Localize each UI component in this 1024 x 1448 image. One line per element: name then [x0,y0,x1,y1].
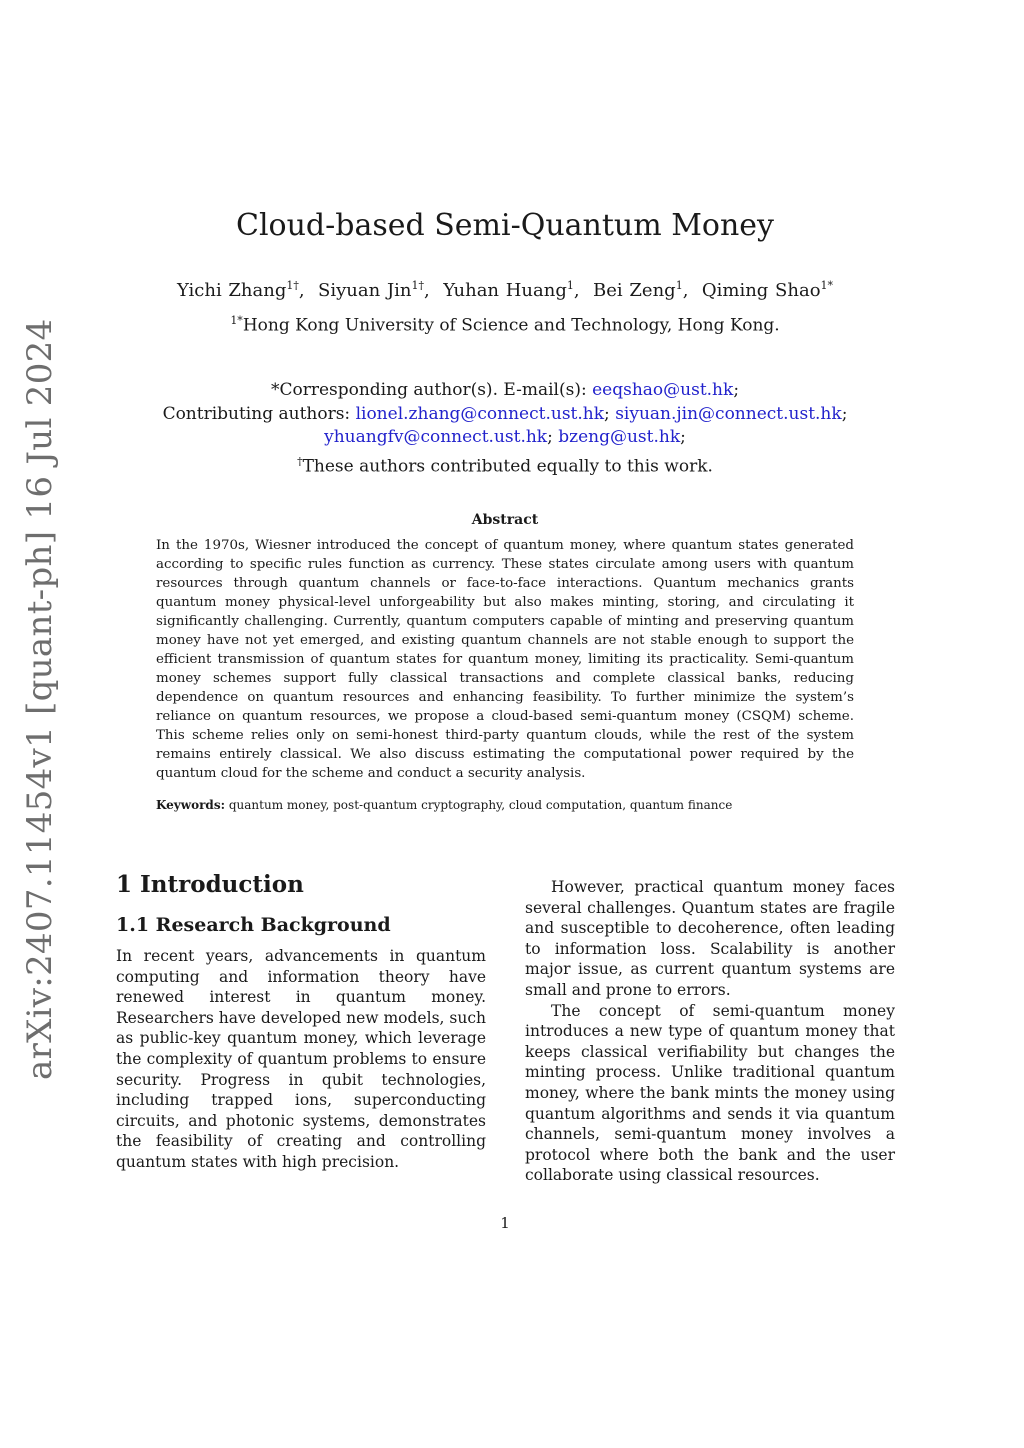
author: Yichi Zhang$^{1\dagger}$ [176,279,299,301]
left-column [116,870,486,1173]
paragraph: However, practical quantum money faces several challenges. Quantum states are fragile and susceptible to decoherence, often leading to information loss. Scalability is another major issue, as current quantum systems are small and prone to errors. [525,878,895,999]
email-link[interactable]: bzeng@ust.hk [558,427,681,447]
subsection-title: 1.1 Research Background [116,914,391,936]
equal-contribution-note: †These authors contributed equally to this work. [297,454,713,477]
author-list: Yichi Zhang$^{1\dagger}$, Siyuan Jin$^{1\dagger}$, Yuhan Huang$^1$, Bei Zeng$^1$, Qiming Shao$^{1*}$ [176,279,834,301]
author: Bei Zeng$^1$ [593,279,683,301]
contact-block [0,379,1010,479]
affiliation: $^{1*}$Hong Kong University of Science and Technology, Hong Kong. [230,314,780,336]
contributing-line-2: yhuangfv@connect.ust.hk; bzeng@ust.hk; [324,427,686,447]
keywords [156,798,854,812]
email-link[interactable]: siyuan.jin@connect.ust.hk [615,403,842,424]
abstract-heading: Abstract [471,512,539,528]
corresponding-email-link[interactable]: eeqshao@ust.hk [592,380,734,400]
author: Yuhan Huang$^1$ [443,279,574,301]
paper-title: Cloud-based Semi-Quantum Money [235,208,775,243]
keywords-text: quantum money, post-quantum cryptography, cloud computation, quantum finance [228,798,733,812]
paragraph: The concept of semi-quantum money introduces a new type of quantum money that keeps classical verifiability but changes the minting process. Unlike traditional quantum money, where the bank mints the money using quantum algorithms and sends it via quantum channels, semi-quantum money involves a protocol where both the bank and the user collaborate using classical resources. [525,1001,895,1185]
section-title: 1 Introduction [116,871,304,898]
abstract-text: In the 1970s, Wiesner introduced the concept of quantum money, where quantum states generated according to specific rules function as currency. These states circulate among users with quantum resources through quantum channels or face-to-face interactions. Quantum mechanics grants quantum money physical-level unforgeability but also makes minting, storing, and circulating it significantly challenging. Currently, quantum computers capable of minting and preserving quantum money have not yet emerged, and existing quantum channels are not stable enough to support the efficient transmission of quantum states for quantum money, limiting its practicality. Semi-quantum money schemes support fully classical transactions and complete classical banks, reducing dependence on quantum resources and enhancing feasibility. To further minimize the system’s reliance on quantum resources, we propose a cloud-based semi-quantum money (CSQM) scheme. This scheme relies only on semi-honest third-party quantum clouds, while the rest of the system remains entirely classical. We also discuss estimating the computational power required by the quantum cloud for the scheme and conduct a security analysis. [156,538,854,781]
author: Siyuan Jin$^{1\dagger}$ [318,279,425,301]
arxiv-identifier-stamp: arXiv:2407.11454v1 [quant-ph] 16 Jul 2024 [20,318,60,1080]
page-number: 1 [500,1214,510,1232]
corresponding-line: *Corresponding author(s). E-mail(s): eeqshao@ust.hk; [270,380,740,400]
right-column [525,877,895,1186]
paragraph: In recent years, advancements in quantum computing and information theory have renewed interest in quantum money. Researchers have developed new models, such as public-key quantum money, which leverage the complexity of quantum problems to ensure security. Progress in qubit technologies, including trapped ions, superconducting circuits, and photonic systems, demonstrates the feasibility of creating and controlling quantum states with high precision. [116,947,486,1171]
author: Qiming Shao$^{1*}$ [701,279,834,301]
contributing-line: Contributing authors: lionel.zhang@connect.ust.hk; siyuan.jin@connect.ust.hk; [162,403,848,424]
keywords-label: Keywords: [156,798,226,812]
email-link[interactable]: lionel.zhang@connect.ust.hk [355,403,605,424]
email-link[interactable]: yhuangfv@connect.ust.hk [324,427,548,447]
